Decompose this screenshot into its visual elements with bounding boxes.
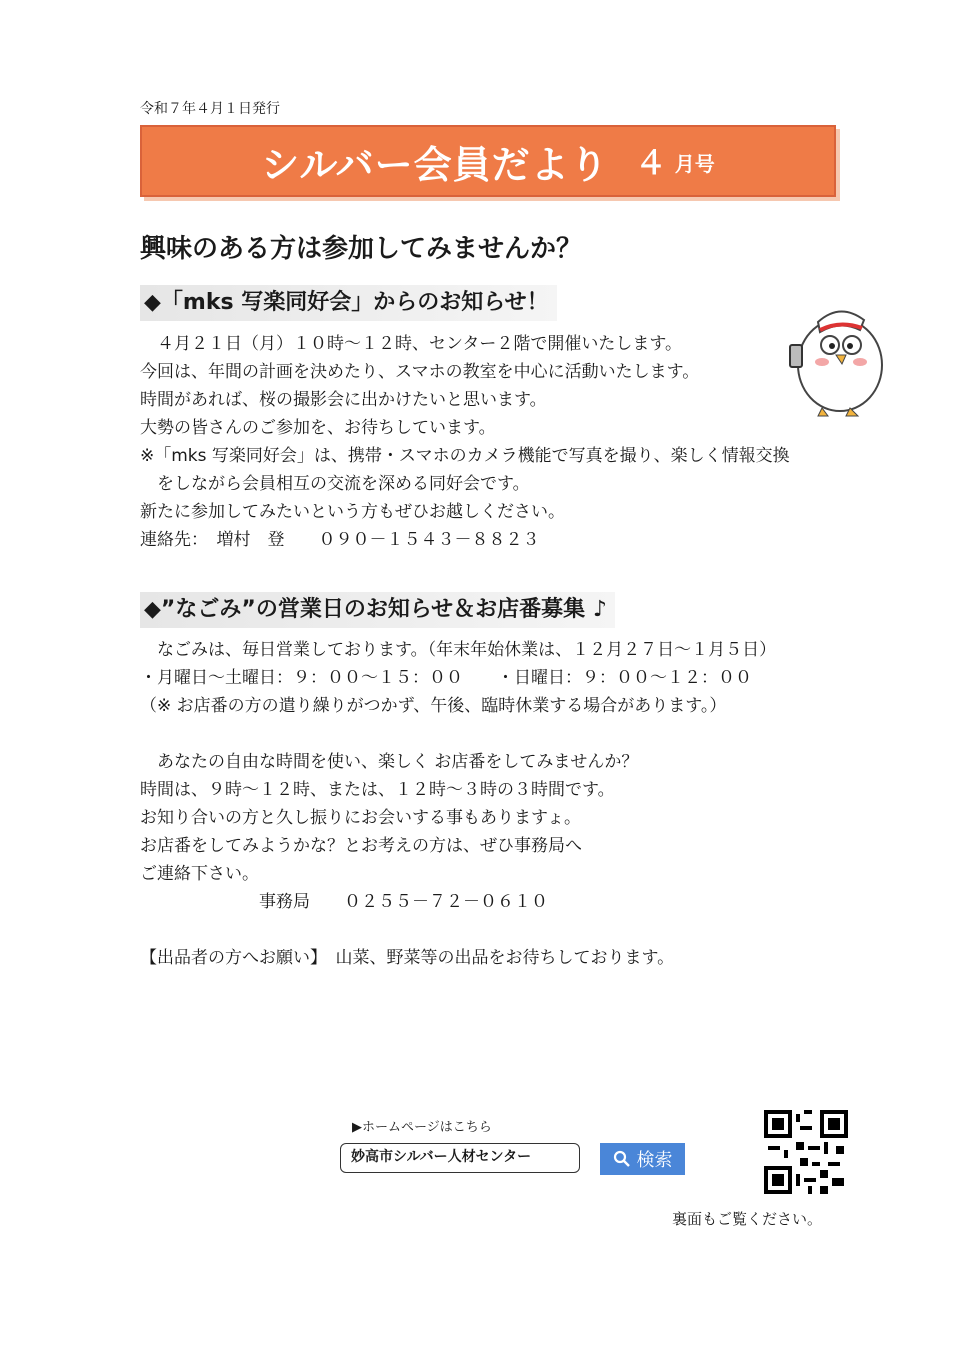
- section1-title: ◆「mks 写楽同好会」からのお知らせ！: [140, 285, 557, 321]
- body-line: 事務局 ０２５５－７２－０６１０: [140, 892, 548, 912]
- body-line: 大勢の皆さんのご参加を、お待ちしています。: [140, 418, 496, 438]
- section2-title: ◆”なごみ”の営業日のお知らせ＆お店番募集 ♪: [140, 592, 615, 628]
- body-line: 新たに参加してみたいという方もぜひお越しください。: [140, 502, 565, 522]
- homepage-label: ▶ホームページはこちら: [352, 1120, 492, 1135]
- headline: 興味のある方は参加してみませんか？: [140, 234, 583, 264]
- search-input[interactable]: 妙高市シルバー人材センター: [340, 1143, 580, 1173]
- body-line: ・月曜日～土曜日：９：００～１５：００ ・日曜日：９：００～１２：００: [140, 668, 752, 688]
- banner-title: シルバー会員だより: [261, 142, 609, 187]
- body-line: 時間は、９時～１２時、または、１２時～３時の３時間です。: [140, 780, 615, 800]
- body-line: 時間があれば、桜の撮影会に出かけたいと思います。: [140, 390, 547, 410]
- back-page-note: 裏面もご覧ください。: [672, 1210, 823, 1228]
- search-button[interactable]: [600, 1143, 685, 1175]
- body-line: [140, 720, 776, 748]
- issue-date: 令和７年４月１日発行: [140, 101, 280, 117]
- body-line: 連絡先： 増村 登 ０９０－１５４３－８８２３: [140, 530, 540, 550]
- body-line: 今回は、年間の計画を決めたり、スマホの教室を中心に活動いたします。: [140, 362, 700, 382]
- search-button-label: 検索: [636, 1150, 673, 1171]
- body-line: [140, 916, 776, 944]
- body-line: ※「mks 写楽同好会」は、携帯・スマホのカメラ機能で写真を撮り、楽しく情報交換: [140, 446, 790, 466]
- body-line: （※ お店番の方の遣り繰りがつかず、午後、臨時休業する場合があります。）: [140, 696, 727, 716]
- title-banner: [140, 125, 836, 197]
- banner-month: ４: [634, 144, 667, 182]
- body-line: ご連絡下さい。: [140, 864, 259, 884]
- section1-body: [140, 330, 790, 554]
- body-line: お知り合いの方と久し振りにお会いする事もありますょ。: [140, 808, 581, 828]
- body-line: お店番をしてみようかな？とお考えの方は、ぜひ事務局へ: [140, 836, 582, 856]
- banner-suffix: 月号: [674, 152, 715, 176]
- body-line: なごみは、毎日営業しております。（年末年始休業は、１２月２７日～１月５日）: [140, 640, 777, 660]
- body-line: 【出品者の方へお願い】 山菜、野菜等の出品をお待ちしております。: [140, 948, 675, 968]
- section2-body: [140, 636, 776, 972]
- search-icon: [613, 1150, 631, 1168]
- mascot-illustration: [780, 300, 890, 420]
- body-line: をしながら会員相互の交流を深める同好会です。: [140, 474, 530, 494]
- body-line: あなたの自由な時間を使い、楽しく お店番をしてみませんか？: [140, 752, 639, 772]
- body-line: ４月２１日（月）１０時～１２時、センター２階で開催いたします。: [140, 334, 682, 354]
- qr-code-icon[interactable]: [764, 1110, 848, 1194]
